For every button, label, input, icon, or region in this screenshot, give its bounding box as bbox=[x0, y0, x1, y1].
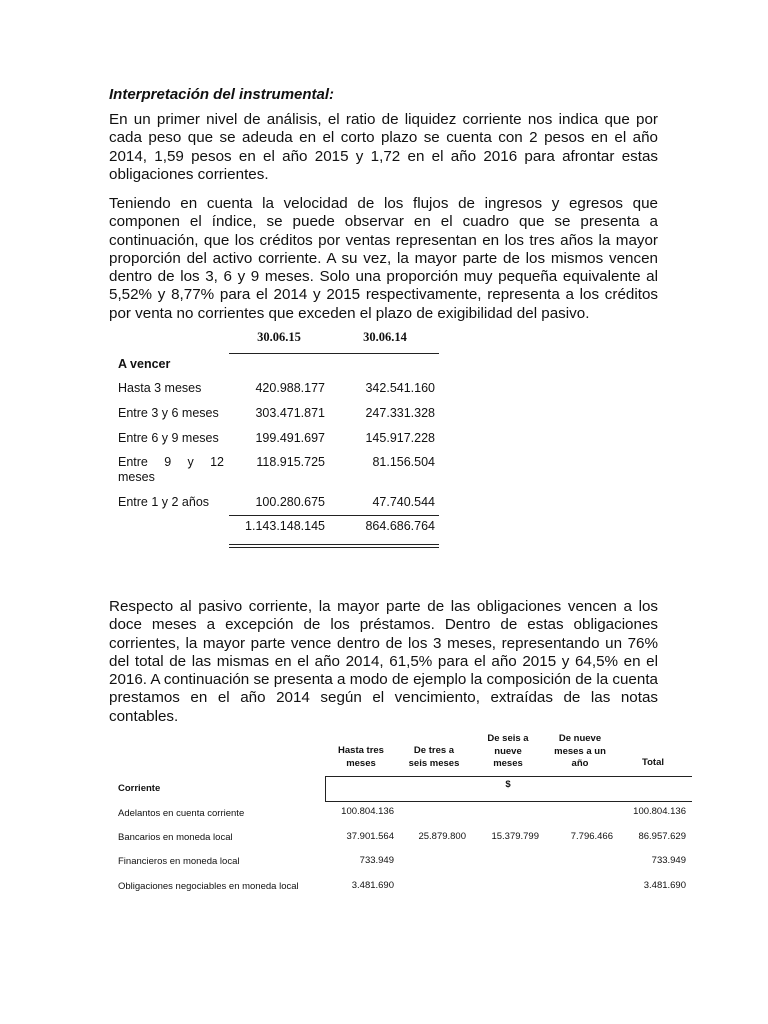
row-label-continuation: meses bbox=[118, 470, 155, 484]
column-header-0-3-months: Hasta tres meses bbox=[338, 745, 384, 769]
row-label: Adelantos en cuenta corriente bbox=[118, 808, 245, 819]
subtotal-rule bbox=[229, 515, 439, 516]
cell-total: 3.481.690 bbox=[643, 880, 686, 891]
cell-0-3-months: 37.901.564 bbox=[346, 831, 394, 842]
section-heading: Interpretación del instrumental: bbox=[109, 86, 335, 103]
header-rule bbox=[229, 353, 439, 354]
row-value-2015: 303.471.871 bbox=[255, 406, 325, 420]
total-double-rule-top bbox=[229, 544, 439, 545]
row-label: Financieros en moneda local bbox=[118, 856, 240, 867]
cell-9-12-months: 7.796.466 bbox=[570, 831, 613, 842]
row-value-2015: 100.280.675 bbox=[255, 495, 325, 509]
column-header-3-6-months: De tres a seis meses bbox=[408, 745, 460, 769]
currency-label: $ bbox=[505, 779, 511, 790]
row-value-2015: 420.988.177 bbox=[255, 381, 325, 395]
total-value-2014: 864.686.764 bbox=[365, 519, 435, 533]
row-label: Entre 1 y 2 años bbox=[118, 495, 210, 509]
header-rule-left bbox=[325, 776, 326, 802]
row-value-2014: 47.740.544 bbox=[372, 495, 435, 509]
cell-0-3-months: 3.481.690 bbox=[351, 880, 394, 891]
row-label: Hasta 3 meses bbox=[118, 381, 202, 395]
total-double-rule-bottom bbox=[229, 547, 439, 548]
column-header-6-9-months: De seis a nueve meses bbox=[487, 733, 529, 769]
paragraph-current-liabilities: Respecto al pasivo corriente, la mayor parte de las obligaciones vencen a los doce meses a excepción de los préstamos. Dentro de estas obligaciones corrientes, la mayor parte vence dentro de los 3 meses, representando un 76% del total de las mismas en el año 2014, 61,5% para el año 2015 y 64,5% en el 2016. A continuación se presenta a modo de ejemplo la composición de la cuenta prestamos en el año 2014 según el vencimiento, extraídas de las notas contables. bbox=[109, 598, 658, 725]
row-label: Bancarios en moneda local bbox=[118, 832, 233, 843]
cell-0-3-months: 100.804.136 bbox=[341, 806, 394, 817]
row-label: Entre 6 y 9 meses bbox=[118, 431, 219, 445]
row-value-2014: 81.156.504 bbox=[372, 455, 435, 469]
cell-3-6-months: 25.879.800 bbox=[418, 831, 466, 842]
row-label: Obligaciones negociables en moneda local bbox=[118, 881, 299, 892]
row-value-2015: 199.491.697 bbox=[255, 431, 325, 445]
column-header-9-12-months: De nueve meses a un año bbox=[554, 733, 606, 769]
row-label: Entre 9 y 12 bbox=[118, 455, 224, 469]
cell-total: 733.949 bbox=[651, 855, 686, 866]
cell-total: 100.804.136 bbox=[633, 806, 686, 817]
section-label: Corriente bbox=[118, 783, 161, 794]
cell-0-3-months: 733.949 bbox=[359, 855, 394, 866]
row-value-2014: 342.541.160 bbox=[365, 381, 435, 395]
column-header-2014: 30.06.14 bbox=[363, 330, 407, 344]
column-header-2015: 30.06.15 bbox=[257, 330, 301, 344]
cell-total: 86.957.629 bbox=[638, 831, 686, 842]
row-value-2015: 118.915.725 bbox=[256, 455, 325, 469]
header-rule-bottom bbox=[325, 801, 692, 802]
total-value-2015: 1.143.148.145 bbox=[245, 519, 325, 533]
row-value-2014: 145.917.228 bbox=[365, 431, 435, 445]
section-label: A vencer bbox=[118, 357, 171, 371]
paragraph-credit-flows: Teniendo en cuenta la velocidad de los flujos de ingresos y egresos que componen el índice, se puede observar en el cuadro que se presenta a continuación, que los créditos por ventas representan en los tres años la mayor proporción del activo corriente. A su vez, la mayor parte de los mismos vencen dentro de los 3, 6 y 9 meses. Solo una proporción muy pequeña equivalente al 5,52% y 8,77% para el 2014 y 2015 respectivamente, representa a los créditos por venta no corrientes que exceden el plazo de exigibilidad del pasivo. bbox=[109, 195, 658, 322]
header-rule-top bbox=[325, 776, 692, 777]
paragraph-liquidity-ratio: En un primer nivel de análisis, el ratio de liquidez corriente nos indica que por cada peso que se adeuda en el corto plazo se cuenta con 2 pesos en el año 2014, 1,59 pesos en el año 2015 y 1,72 en el año 2016 para afrontar estas obligaciones corrientes. bbox=[109, 111, 658, 183]
cell-6-9-months: 15.379.799 bbox=[491, 831, 539, 842]
row-label: Entre 3 y 6 meses bbox=[118, 406, 219, 420]
column-header-total: Total bbox=[642, 757, 664, 768]
row-value-2014: 247.331.328 bbox=[365, 406, 435, 420]
